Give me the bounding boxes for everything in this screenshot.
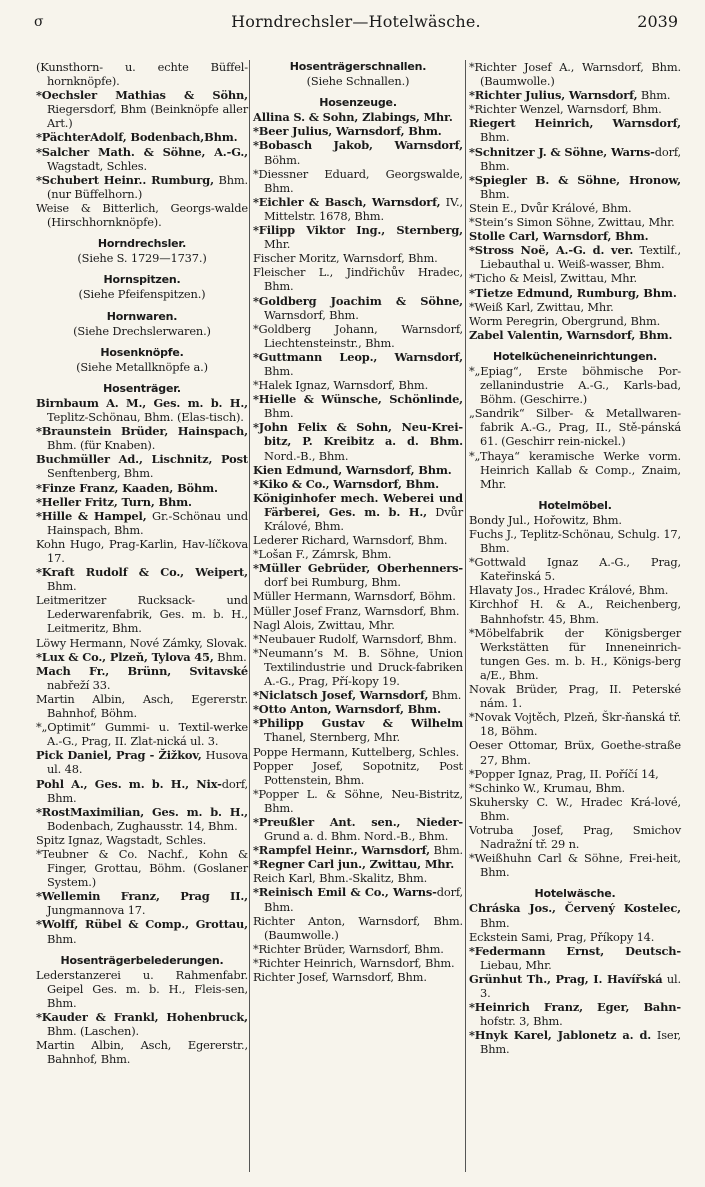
entry-firm-name: *Hnyk Karel, Jablonetz a. d. — [469, 1028, 652, 1043]
entry-details: Bhm. — [480, 130, 510, 145]
entry-details: *Novak Vojtěch, Plzeň, Škr-ňanská tř. 18, Böhm. — [469, 710, 681, 739]
directory-entry — [469, 88, 681, 102]
directory-entry — [36, 495, 248, 509]
directory-entry — [253, 223, 463, 251]
entry-details: Votruba Josef, Prag, Smichov Nadražní tř. 29 n. — [469, 822, 681, 852]
section-heading: Hosenknöpfe. — [100, 345, 184, 359]
directory-entry — [253, 632, 463, 646]
directory-entry — [36, 88, 248, 130]
entry-firm-name: *Kauder & Frankl, Hohenbruck, — [36, 1010, 248, 1024]
see-reference: (Siehe Schnallen.) — [306, 74, 410, 89]
entry-firm-name: *Guttmann Leop., Warnsdorf, — [253, 349, 463, 364]
entry-details: Bhm. — [430, 843, 463, 858]
directory-entry — [469, 243, 681, 271]
entry-details: *„Optimit“ Gummi- u. Textil-werke A.-G., Prag, II. Zlat-nická ul. 3. — [36, 720, 248, 749]
entry-details: Popper Josef, Sopotnitz, Post Pottenstein, Bhm. — [253, 758, 463, 787]
entry-details: Richter Josef, Warnsdorf, Bhm. — [253, 970, 427, 984]
directory-entry — [253, 392, 463, 420]
column-2 — [253, 60, 463, 984]
entry-firm-name: Königinhofer mech. Weberei und Färberei, Ges. m. b. H., — [253, 490, 463, 519]
entry-details: hofstr. 3, Bhm. — [480, 1014, 563, 1029]
directory-entry — [253, 702, 463, 716]
section-heading: Hosenzeuge. — [319, 96, 397, 110]
header-mark: σ — [34, 14, 44, 30]
directory-entry — [469, 972, 681, 1000]
entry-details: Weise & Bitterlich, Georgs-walde (Hirschhornknöpfe). — [36, 200, 248, 230]
entry-details: *Lošan F., Zámrsk, Bhm. — [253, 547, 392, 562]
entry-details: „Sandrik“ Silber- & Metallwaren-fabrik A.-G., Prag, II., Stě-pánská 61. (Geschirr rein-nickel.) — [469, 406, 681, 449]
entry-firm-name: *Otto Anton, Warnsdorf, Bhm. — [253, 702, 441, 717]
directory-entry — [469, 145, 681, 173]
see-reference: (Siehe Drechslerwaren.) — [73, 323, 211, 338]
entry-details: Nord.-B., Bhm. — [264, 448, 349, 463]
entry-firm-name: Chráska Jos., Červený Kostelec, — [469, 901, 681, 916]
entry-details: *Neumann’s M. B. Söhne, Union Textilindustrie und Druck-fabriken A.-G., Prag, Pří-kopy 19. — [253, 645, 463, 689]
directory-entry — [36, 396, 248, 424]
section-heading: Horndrechsler. — [97, 237, 187, 251]
directory-entry — [253, 350, 463, 378]
entry-details: Martin Albin, Asch, Egererstr. Bahnhof, Böhm. — [36, 691, 248, 721]
directory-entry — [469, 449, 681, 491]
entry-details: Senftenberg, Bhm. — [47, 466, 154, 481]
entry-details: *Teubner & Co. Nachf., Kohn & Finger, Grottau, Böhm. (Goslaner System.) — [36, 846, 248, 890]
entry-firm-name: Mach Fr., Brünn, Svitavské — [36, 663, 248, 678]
entry-firm-name: *Reinisch Emil & Co., Warns- — [253, 885, 437, 900]
entry-details: Hlavaty Jos., Hradec Králové, Bhm. — [469, 583, 669, 598]
directory-entry — [469, 215, 681, 229]
entry-details: Warnsdorf, Bhm. — [264, 307, 359, 322]
directory-entry — [253, 759, 463, 787]
entry-details: Bhm. (für Knaben). — [47, 438, 156, 453]
entry-details: *Gottwald Ignaz A.-G., Prag, Kateřinská 5. — [469, 555, 681, 584]
column-divider-left — [249, 60, 250, 1172]
entry-firm-name: *Lux & Co., Plzeň, Tylova 45, — [36, 649, 214, 664]
entry-details: Kohn Hugo, Prag-Karlin, Hav-líčkova 17. — [36, 536, 248, 565]
entry-firm-name: Riegert Heinrich, Warnsdorf, — [469, 116, 681, 131]
entry-details: Fuchs J., Teplitz-Schönau, Schulg. 17, Bhm. — [469, 527, 681, 556]
directory-entry — [253, 167, 463, 195]
directory-entry — [469, 201, 681, 215]
directory-entry — [36, 664, 248, 692]
directory-entry — [36, 565, 248, 593]
entry-firm-name: *Spiegler B. & Söhne, Hronow, — [469, 172, 681, 187]
entry-firm-name: Pick Daniel, Prag - Žižkov, — [36, 748, 202, 763]
directory-entry — [253, 294, 463, 322]
entry-firm-name: *Rampfel Heinr., Warnsdorf, — [253, 843, 430, 858]
entry-details: Husova ul. 48. — [47, 748, 248, 777]
directory-entry — [253, 195, 463, 223]
entry-details: *Diessner Eduard, Georgswalde, Bhm. — [253, 166, 463, 195]
entry-firm-name: Stolle Carl, Warnsdorf, Bhm. — [469, 229, 649, 244]
entry-firm-name: Zabel Valentin, Warnsdorf, Bhm. — [469, 327, 673, 342]
entry-details: Textilf., Liebauthal u. Weiß-wasser, Bhm. — [480, 243, 681, 272]
directory-entry — [36, 201, 248, 229]
entry-firm-name: *Müller Gebrüder, Oberhenners- — [253, 561, 463, 576]
entry-details: Richter Anton, Warnsdorf, Bhm. (Baumwolle.) — [253, 913, 463, 942]
directory-entry — [253, 533, 463, 547]
entry-details: *Goldberg Johann, Warnsdorf, Liechtensteinstr., Bhm. — [253, 321, 463, 350]
entry-firm-name: *Wellemin Franz, Prag II., — [36, 889, 248, 904]
directory-entry — [469, 513, 681, 527]
directory-entry — [36, 650, 248, 664]
section-heading: Hosenträgerschnallen. — [289, 60, 427, 73]
running-title: Horndrechsler—Hotelwäsche. — [231, 12, 481, 31]
entry-firm-name: *John Felix & Sohn, Neu-Krei-bitz, P. Kreibitz a. d. Bhm. — [253, 420, 463, 449]
column-divider-right — [465, 60, 466, 1172]
entry-firm-name: *Stross Noë, A.-G. d. ver. — [469, 243, 634, 258]
directory-entry — [253, 857, 463, 871]
directory-entry — [469, 229, 681, 243]
entry-details: *Richter Brüder, Warnsdorf, Bhm. — [253, 941, 444, 956]
entry-details: *„Thaya“ keramische Werke vorm. Heinrich Kallab & Comp., Znaim, Mhr. — [469, 448, 681, 491]
directory-entry — [253, 956, 463, 970]
entry-firm-name: *Schubert Heinr.. Rumburg, — [36, 172, 214, 187]
directory-entry — [36, 424, 248, 452]
entry-details: *Möbelfabrik der Königsberger Werkstätten für Inneneinrich-tungen Ges. m. b. H., Königs-berg a/E., Bhm. — [469, 625, 681, 682]
entry-firm-name: *Kiko & Co., Warnsdorf, Bhm. — [253, 476, 439, 491]
directory-entry — [253, 138, 463, 166]
directory-entry — [469, 60, 681, 88]
directory-entry — [469, 823, 681, 851]
entry-details: Jungmannova 17. — [47, 903, 146, 918]
directory-entry — [36, 777, 248, 805]
directory-entry — [253, 787, 463, 815]
page-header — [34, 12, 678, 34]
see-reference: (Siehe S. 1729—1737.) — [77, 251, 207, 266]
entry-firm-name: Allina S. & Sohn, Zlabings, Mhr. — [253, 110, 453, 125]
entry-details: *Schinko W., Krumau, Bhm. — [469, 780, 625, 795]
directory-entry — [36, 748, 248, 776]
entry-details: Mhr. — [264, 237, 291, 252]
directory-entry — [469, 406, 681, 448]
directory-entry — [36, 60, 248, 88]
directory-entry — [36, 593, 248, 635]
entry-details: Oeser Ottomar, Brüx, Goethe-straße 27, Bhm. — [469, 738, 681, 767]
entry-details: *„Epiag“, Erste böhmische Por-zellanindustrie A.-G., Karls-bad, Böhm. (Geschirre.) — [469, 363, 681, 407]
directory-entry — [253, 646, 463, 688]
directory-entry — [36, 833, 248, 847]
entry-details: *Richter Wenzel, Warnsdorf, Bhm. — [469, 102, 662, 117]
directory-entry — [253, 716, 463, 744]
entry-details: Bhm. — [480, 915, 510, 930]
entry-details: Bodenbach, Zughausstr. 14, Bhm. — [47, 818, 238, 833]
entry-details: Müller Josef Franz, Warnsdorf, Bhm. — [253, 603, 460, 618]
directory-entry — [469, 102, 681, 116]
entry-firm-name: *Kraft Rudolf & Co., Weipert, — [36, 565, 248, 580]
entry-details: Poppe Hermann, Kuttelberg, Schles. — [253, 744, 460, 759]
directory-entry — [469, 583, 681, 597]
directory-entry — [253, 745, 463, 759]
entry-firm-name: *Hille & Hampel, — [36, 508, 147, 523]
entry-firm-name: *Schnitzer J. & Söhne, Warns- — [469, 144, 655, 159]
entry-details: ul. 3. — [480, 971, 681, 1000]
directory-entry — [253, 561, 463, 589]
see-reference: (Siehe Metallknöpfe a.) — [76, 359, 208, 374]
entry-details: Novak Brüder, Prag, II. Peterské nám. 1. — [469, 682, 681, 711]
entry-details: Leitmeritzer Rucksack- und Lederwarenfabrik, Ges. m. b. H., Leitmeritz, Bhm. — [36, 593, 248, 636]
column-3 — [469, 60, 681, 1056]
entry-firm-name: *Preußler Ant. sen., Nieder- — [253, 814, 463, 829]
directory-entry — [253, 914, 463, 942]
section-heading: Hosenträgerbelederungen. — [60, 953, 224, 967]
entry-details: Bhm. (Laschen). — [47, 1024, 140, 1039]
column-1 — [36, 60, 248, 1066]
entry-firm-name: *Philipp Gustav & Wilhelm — [253, 716, 463, 731]
entry-firm-name: *RostMaximilian, Ges. m. b. H., — [36, 804, 248, 819]
directory-entry — [469, 944, 681, 972]
entry-firm-name: *Heinrich Franz, Eger, Bahn- — [469, 1000, 681, 1015]
entry-details: Wagstadt, Schles. — [47, 158, 147, 173]
directory-entry — [469, 795, 681, 823]
entry-firm-name: *Braunstein Brüder, Hainspach, — [36, 424, 248, 439]
directory-entry — [36, 1010, 248, 1038]
entry-details: dorf, Bhm. — [480, 144, 681, 173]
entry-details: *Popper Ignaz, Prag, II. Poříčí 14, — [469, 766, 659, 781]
entry-firm-name: *Salcher Math. & Söhne, A.-G., — [36, 144, 248, 159]
entry-details: Müller Hermann, Warnsdorf, Böhm. — [253, 589, 456, 604]
directory-entry — [469, 555, 681, 583]
directory-entry — [36, 130, 248, 144]
entry-firm-name: *Finze Franz, Kaaden, Böhm. — [36, 480, 218, 495]
directory-entry — [36, 1038, 248, 1066]
directory-entry — [253, 688, 463, 702]
directory-entry — [469, 300, 681, 314]
entry-firm-name: *Eichler & Basch, Warnsdorf, — [253, 194, 441, 209]
directory-entry — [36, 917, 248, 945]
directory-entry — [469, 116, 681, 144]
see-reference: (Siehe Pfeifenspitzen.) — [78, 287, 206, 302]
directory-entry — [469, 710, 681, 738]
section-heading: Hornwaren. — [106, 309, 178, 323]
entry-firm-name: *Tietze Edmund, Rumburg, Bhm. — [469, 285, 677, 300]
directory-entry — [469, 1000, 681, 1028]
entry-details: Dvůr Králové, Bhm. — [264, 504, 463, 533]
entry-firm-name: *PächterAdolf, Bodenbach,Bhm. — [36, 130, 238, 145]
directory-entry — [36, 847, 248, 889]
directory-entry — [253, 110, 463, 124]
directory-entry — [253, 942, 463, 956]
entry-details: Bhm. (nur Büffelhorn.) — [47, 172, 248, 201]
entry-details: Löwy Hermann, Nové Zámky, Slovak. — [36, 635, 248, 650]
directory-entry — [36, 145, 248, 173]
directory-entry — [36, 537, 248, 565]
entry-firm-name: *Filipp Viktor Ing., Sternberg, — [253, 223, 463, 238]
entry-details: *Neubauer Rudolf, Warnsdorf, Bhm. — [253, 631, 457, 646]
entry-details: *Ticho & Meisl, Zwittau, Mhr. — [469, 271, 637, 286]
directory-entry — [253, 843, 463, 857]
entry-details: Teplitz-Schönau, Bhm. (Elas-tisch). — [47, 410, 244, 425]
directory-entry — [469, 597, 681, 625]
entry-details: *Richter Heinrich, Warnsdorf, Bhm. — [253, 955, 455, 970]
directory-entry — [253, 618, 463, 632]
directory-entry — [36, 889, 248, 917]
entry-details: dorf bei Rumburg, Bhm. — [264, 575, 401, 590]
directory-entry — [253, 547, 463, 561]
directory-entry — [253, 420, 463, 462]
directory-entry — [253, 378, 463, 392]
directory-entry — [36, 452, 248, 480]
entry-details: Bhm. — [47, 579, 77, 594]
entry-details: Iser, Bhm. — [480, 1028, 681, 1057]
directory-entry — [36, 692, 248, 720]
entry-details: Bhm. — [637, 88, 671, 103]
directory-entry — [253, 265, 463, 293]
directory-entry — [469, 527, 681, 555]
entry-details: dorf, Bhm. — [47, 776, 248, 805]
entry-details: Eckstein Sami, Prag, Příkopy 14. — [469, 929, 655, 944]
entry-details: Bhm. — [480, 186, 510, 201]
entry-details: Bhm. — [213, 649, 247, 664]
directory-entry — [253, 885, 463, 913]
section-heading: Hosenträger. — [103, 381, 181, 395]
section-heading: Hotelkücheneinrichtungen. — [493, 349, 657, 363]
entry-details: *Stein’s Simon Söhne, Zwittau, Mhr. — [469, 215, 675, 230]
directory-entry — [253, 589, 463, 603]
entry-firm-name: *Wolff, Rübel & Comp., Grottau, — [36, 917, 248, 932]
directory-entry — [253, 477, 463, 491]
section-heading: Hotelwäsche. — [534, 887, 616, 901]
entry-details: (Kunsthorn- u. echte Büffel-hornknöpfe). — [36, 60, 248, 89]
entry-details: Grund a. d. Bhm. Nord.-B., Bhm. — [264, 829, 449, 844]
entry-firm-name: *Hielle & Wünsche, Schönlinde, — [253, 392, 463, 407]
section-heading: Hotelmöbel. — [538, 498, 612, 512]
directory-entry — [36, 805, 248, 833]
entry-details: nabřeží 33. — [47, 677, 111, 692]
directory-entry — [469, 364, 681, 406]
entry-details: Bondy Jul., Hořowitz, Bhm. — [469, 512, 622, 527]
entry-details: Riegersdorf, Bhm (Beinknöpfe aller Art.) — [47, 102, 248, 131]
entry-details: Nagl Alois, Zwittau, Mhr. — [253, 617, 395, 632]
entry-details: Lederstanzerei u. Rahmenfabr. Geipel Ges. m. b. H., Fleis-sen, Bhm. — [36, 967, 248, 1010]
directory-entry — [253, 815, 463, 843]
entry-details: Spitz Ignaz, Wagstadt, Schles. — [36, 832, 207, 847]
entry-firm-name: *Oechsler Mathias & Söhn, — [36, 88, 248, 103]
entry-firm-name: *Goldberg Joachim & Söhne, — [253, 293, 463, 308]
entry-details: Böhm. — [264, 152, 301, 167]
directory-entry — [36, 636, 248, 650]
entry-details: dorf, Bhm. — [264, 885, 463, 914]
entry-details: Bhm. — [264, 406, 294, 421]
entry-details: Worm Peregrin, Obergrund, Bhm. — [469, 313, 661, 328]
directory-entry — [469, 271, 681, 285]
entry-details: Bhm. — [47, 931, 77, 946]
directory-entry — [469, 314, 681, 328]
entry-details: Lederer Richard, Warnsdorf, Bhm. — [253, 533, 448, 548]
directory-entry — [469, 738, 681, 766]
directory-entry — [469, 286, 681, 300]
directory-entry — [253, 322, 463, 350]
entry-firm-name: *Heller Fritz, Turn, Bhm. — [36, 494, 192, 509]
directory-entry — [469, 626, 681, 682]
entry-details: *Weiß Karl, Zwittau, Mhr. — [469, 299, 614, 314]
entry-firm-name: *Federmann Ernst, Deutsch- — [469, 943, 681, 958]
directory-entry — [253, 491, 463, 533]
entry-firm-name: *Beer Julius, Warnsdorf, Bhm. — [253, 124, 442, 139]
entry-firm-name: *Regner Carl jun., Zwittau, Mhr. — [253, 857, 455, 872]
entry-firm-name: Birnbaum A. M., Ges. m. b. H., — [36, 395, 248, 410]
entry-details: Stein E., Dvůr Králové, Bhm. — [469, 200, 632, 215]
directory-entry — [469, 173, 681, 201]
entry-firm-name: Pohl A., Ges. m. b. H., Nix- — [36, 776, 222, 791]
section-heading: Hornspitzen. — [103, 273, 181, 287]
entry-firm-name: Kien Edmund, Warnsdorf, Bhm. — [253, 462, 452, 477]
entry-details: Fischer Moritz, Warnsdorf, Bhm. — [253, 251, 438, 266]
entry-details: Fleischer L., Jindřichův Hradec, Bhm. — [253, 265, 463, 294]
entry-details: Liebau, Mhr. — [480, 957, 552, 972]
directory-entry — [469, 930, 681, 944]
entry-details: *Halek Ignaz, Warnsdorf, Bhm. — [253, 378, 429, 393]
entry-details: Thanel, Sternberg, Mhr. — [264, 730, 400, 745]
directory-entry — [469, 901, 681, 929]
directory-entry — [253, 463, 463, 477]
entry-firm-name: Grünhut Th., Prag, I. Havířská — [469, 971, 663, 986]
entry-details: Reich Karl, Bhm.-Skalitz, Bhm. — [253, 871, 428, 886]
directory-entry — [469, 851, 681, 879]
directory-entry — [469, 1028, 681, 1056]
directory-entry — [253, 871, 463, 885]
entry-details: *Richter Josef A., Warnsdorf, Bhm. (Baumwolle.) — [469, 60, 681, 89]
entry-details: Gr.-Schönau und Hainspach, Bhm. — [47, 508, 248, 537]
directory-entry — [36, 173, 248, 201]
directory-entry — [253, 604, 463, 618]
entry-details: Kirchhof H. & A., Reichenberg, Bahnhofstr. 45, Bhm. — [469, 597, 681, 626]
directory-entry — [469, 328, 681, 342]
directory-entry — [469, 781, 681, 795]
directory-entry — [469, 682, 681, 710]
entry-details: *Weißhuhn Carl & Söhne, Frei-heit, Bhm. — [469, 851, 681, 880]
entry-firm-name: Buchmüller Ad., Lischnitz, Post — [36, 452, 248, 467]
entry-details: Martin Albin, Asch, Egererstr., Bahnhof, Bhm. — [36, 1038, 248, 1067]
page-number: 2039 — [637, 12, 678, 31]
entry-details: Bhm. — [264, 363, 294, 378]
directory-entry — [36, 720, 248, 748]
entry-details: Bhm. — [428, 688, 462, 703]
entry-firm-name: *Bobasch Jakob, Warnsdorf, — [253, 138, 463, 153]
directory-entry — [469, 767, 681, 781]
directory-entry — [36, 968, 248, 1010]
entry-details: IV., Mittelstr. 1678, Bhm. — [264, 194, 463, 223]
directory-entry — [36, 481, 248, 495]
entry-firm-name: *Richter Julius, Warnsdorf, — [469, 88, 638, 103]
entry-firm-name: *Niclatsch Josef, Warnsdorf, — [253, 688, 429, 703]
directory-entry — [253, 124, 463, 138]
directory-entry — [253, 251, 463, 265]
entry-details: *Popper L. & Söhne, Neu-Bistritz, Bhm. — [253, 786, 463, 815]
entry-details: Skuhersky C. W., Hradec Krá-lové, Bhm. — [469, 794, 681, 823]
directory-entry — [36, 509, 248, 537]
directory-entry — [253, 970, 463, 984]
